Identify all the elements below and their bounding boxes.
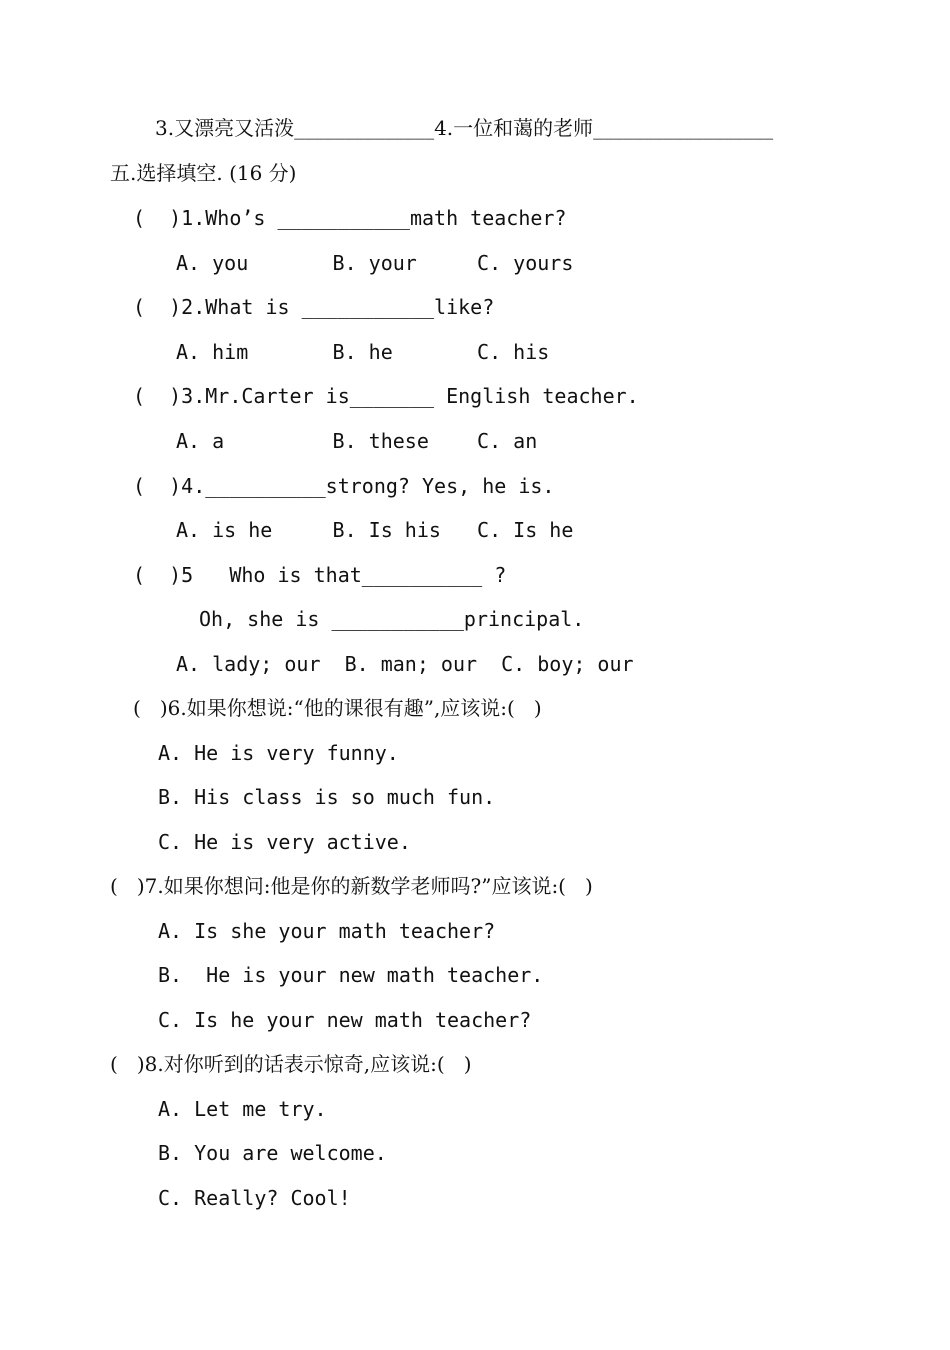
- question-7-stem: ( )7.如果你想问:他是你的新数学老师吗?”应该说:( ): [110, 874, 593, 898]
- question-7-option-b: B. He is your new math teacher.: [158, 963, 544, 987]
- question-8-option-b: B. You are welcome.: [158, 1141, 387, 1165]
- part4-fill-line: 3.又漂亮又活泼______________4.一位和蔼的老师__________________: [155, 116, 774, 140]
- question-8-stem: ( )8.对你听到的话表示惊奇,应该说:( ): [110, 1052, 472, 1076]
- question-2-stem: ( )2.What is ___________like?: [133, 295, 495, 319]
- section-title: 五.选择填空. (16 分): [110, 161, 297, 185]
- question-6-option-b: B. His class is so much fun.: [158, 785, 496, 809]
- question-7-option-a: A. Is she your math teacher?: [158, 919, 496, 943]
- question-5-options: A. lady; our B. man; our C. boy; our: [176, 652, 634, 676]
- question-8-option-c: C. Really? Cool!: [158, 1186, 351, 1210]
- question-5-stem: ( )5 Who is that__________ ?: [133, 563, 507, 587]
- question-2-options: A. him B. he C. his: [176, 340, 550, 364]
- question-6-option-a: A. He is very funny.: [158, 741, 399, 765]
- question-3-options: A. a B. these C. an: [176, 429, 538, 453]
- question-4-options: A. is he B. Is his C. Is he: [176, 518, 574, 542]
- question-1-stem: ( )1.Who’s ___________math teacher?: [133, 206, 567, 230]
- question-1-options: A. you B. your C. yours: [176, 251, 574, 275]
- question-7-option-c: C. Is he your new math teacher?: [158, 1008, 532, 1032]
- question-5-reply: Oh, she is ___________principal.: [199, 607, 585, 631]
- question-8-option-a: A. Let me try.: [158, 1097, 327, 1121]
- question-6-stem: ( )6.如果你想说:“他的课很有趣”,应该说:( ): [133, 696, 542, 720]
- question-4-stem: ( )4.__________strong? Yes, he is.: [133, 474, 555, 498]
- question-3-stem: ( )3.Mr.Carter is_______ English teacher.: [133, 384, 639, 408]
- question-6-option-c: C. He is very active.: [158, 830, 411, 854]
